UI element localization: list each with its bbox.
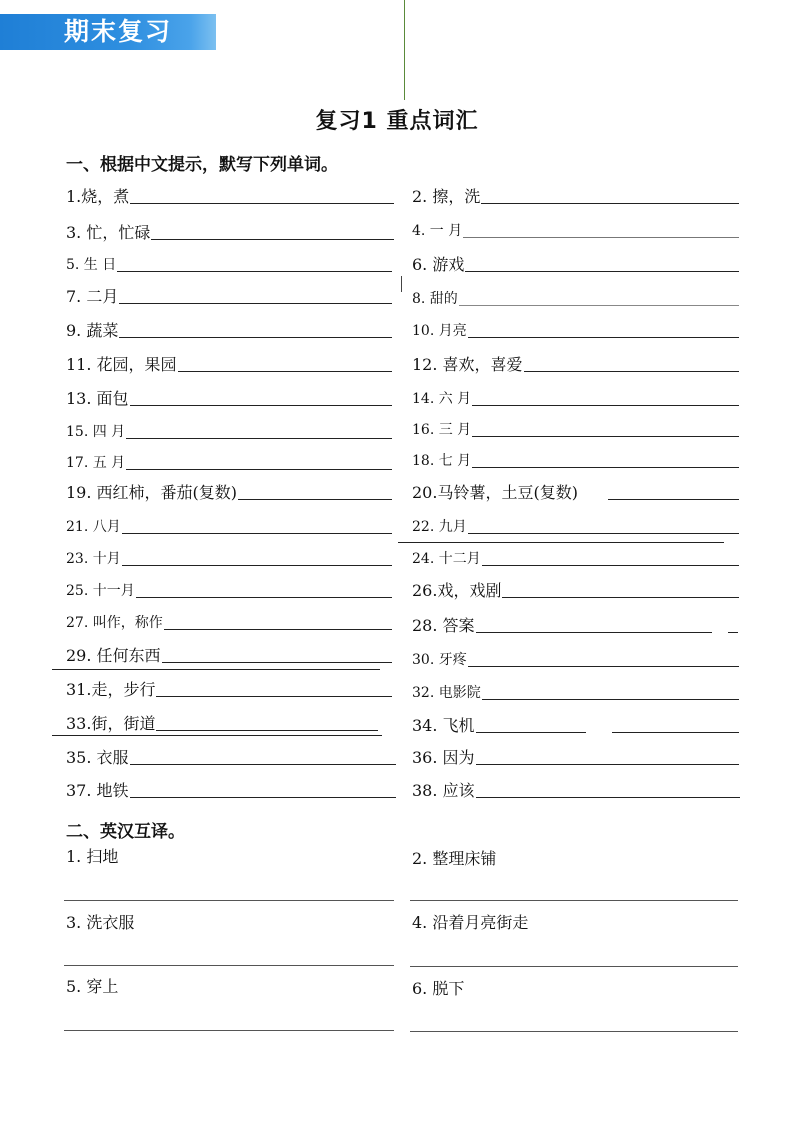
vocab-label-1: 1.烧，煮 — [66, 187, 130, 206]
vocab-label-3: 3. 忙，忙碌 — [66, 223, 151, 242]
vocab-item-25 — [66, 577, 392, 601]
vocab-item-20 — [412, 479, 739, 503]
vocab-label-22: 22. 九月 — [412, 519, 467, 535]
vocab-item-30 — [412, 646, 739, 670]
vocab-item-21 — [66, 513, 392, 537]
vocab-label-10: 10. 月亮 — [412, 323, 467, 339]
vocab-item-1 — [66, 183, 394, 207]
stray-rule-2 — [52, 735, 382, 736]
vocab-label-8: 8. 甜的 — [412, 291, 458, 307]
vocab-label-19: 19. 西红柿，番茄(复数) — [66, 483, 238, 502]
vocab-label-31: 31.走，步行 — [66, 680, 156, 699]
vocab-label-18: 18. 七 月 — [412, 453, 472, 469]
vocab-item-36 — [412, 744, 739, 768]
vocab-label-2: 2. 擦，洗 — [412, 187, 481, 206]
vocab-item-11 — [66, 351, 392, 375]
vocab-item-12 — [412, 351, 739, 375]
translate-label-3: 3. 洗衣服 — [66, 913, 135, 932]
vocab-item-3 — [66, 219, 394, 243]
translate-line-1 — [64, 900, 394, 901]
vocab-label-5: 5. 生 日 — [66, 257, 117, 273]
vocab-item-16 — [412, 416, 739, 440]
vocab-label-17: 17. 五 月 — [66, 455, 126, 471]
vocab-label-14: 14. 六 月 — [412, 391, 472, 407]
translate-label-6: 6. 脱下 — [412, 979, 465, 998]
vocab-label-23: 23. 十月 — [66, 551, 121, 567]
vocab-item-14 — [412, 385, 739, 409]
section2-heading: 二、英汉互译。 — [66, 822, 185, 842]
translate-line-4 — [410, 966, 738, 967]
vocab-label-13: 13. 面包 — [66, 389, 129, 408]
vocab-label-30: 30. 牙疼 — [412, 652, 467, 668]
vocab-item-22 — [412, 513, 739, 537]
section1-heading: 一、根据中文提示，默写下列单词。 — [66, 155, 338, 175]
vocab-item-35 — [66, 744, 396, 768]
translate-label-5: 5. 穿上 — [66, 977, 119, 996]
vocab-item-4 — [412, 217, 739, 241]
translate-line-5 — [64, 1030, 394, 1031]
vocab-item-34 — [412, 712, 586, 736]
vocab-label-20: 20.马铃薯，土豆(复数) — [412, 483, 578, 502]
vocab-label-26: 26.戏，戏剧 — [412, 581, 502, 600]
vocab-item-7 — [66, 283, 392, 307]
vocab-label-33: 33.街，街道 — [66, 714, 156, 733]
vocab-item-19 — [66, 479, 392, 503]
vocab-label-6: 6. 游戏 — [412, 255, 465, 274]
vocab-label-37: 37. 地铁 — [66, 781, 129, 800]
translate-line-2 — [410, 900, 738, 901]
vocab-label-9: 9. 蔬菜 — [66, 321, 119, 340]
vocab-label-16: 16. 三 月 — [412, 422, 472, 438]
vocab-item-9 — [66, 317, 392, 341]
vocab-label-21: 21. 八月 — [66, 519, 121, 535]
vocab-item-2 — [412, 183, 739, 207]
vocab-label-36: 36. 因为 — [412, 748, 475, 767]
vocab-item-6 — [412, 251, 739, 275]
banner-title: 期末复习 — [64, 17, 173, 46]
vocab-item-26 — [412, 577, 739, 601]
vocab-label-35: 35. 衣服 — [66, 748, 129, 767]
translate-line-3 — [64, 965, 394, 966]
vocab-label-27: 27. 叫作，称作 — [66, 615, 163, 631]
vocab-item-8 — [412, 285, 739, 309]
vocab-label-25: 25. 十一月 — [66, 583, 135, 599]
vocab-item-29 — [66, 642, 392, 666]
vocab-label-32: 32. 电影院 — [412, 685, 481, 701]
vocab-item-32 — [412, 679, 739, 703]
vocab-label-34: 34. 飞机 — [412, 716, 475, 735]
vocab-label-29: 29. 任何东西 — [66, 646, 161, 665]
vocab-item-33 — [66, 710, 378, 734]
stray-rule-3 — [398, 542, 724, 543]
vocab-item-23 — [66, 545, 392, 569]
translate-label-2: 2. 整理床铺 — [412, 849, 497, 868]
vocab-item-24 — [412, 545, 739, 569]
stray-rule-1 — [52, 669, 380, 670]
vocab-item-37 — [66, 777, 396, 801]
vocab-item-27 — [66, 609, 392, 633]
translate-label-1: 1. 扫地 — [66, 847, 119, 866]
vocab-label-15: 15. 四 月 — [66, 424, 126, 440]
vertical-rule — [404, 0, 405, 100]
banner — [0, 14, 216, 50]
vocab-item-31 — [66, 676, 392, 700]
stray-rule-5 — [612, 732, 739, 733]
vocab-label-24: 24. 十二月 — [412, 551, 481, 567]
vocab-item-10 — [412, 317, 739, 341]
vocab-item-13 — [66, 385, 392, 409]
vocab-label-11: 11. 花园，果园 — [66, 355, 177, 374]
translate-line-6 — [410, 1031, 738, 1032]
vocab-item-28 — [412, 612, 712, 636]
vocab-item-18 — [412, 447, 739, 471]
vocab-label-12: 12. 喜欢，喜爱 — [412, 355, 523, 374]
page-title: 复习1 重点词汇 — [315, 109, 479, 134]
vocab-label-7: 7. 二月 — [66, 287, 119, 306]
vocab-label-28: 28. 答案 — [412, 616, 475, 635]
vocab-item-17 — [66, 449, 392, 473]
vocab-label-38: 38. 应该 — [412, 781, 475, 800]
vocab-item-38 — [412, 777, 740, 801]
translate-label-4: 4. 沿着月亮街走 — [412, 913, 529, 932]
vocab-item-5 — [66, 251, 392, 275]
vertical-tick — [401, 276, 402, 292]
stray-rule-4 — [728, 632, 738, 633]
vocab-label-4: 4. 一 月 — [412, 223, 463, 239]
vocab-item-15 — [66, 418, 392, 442]
